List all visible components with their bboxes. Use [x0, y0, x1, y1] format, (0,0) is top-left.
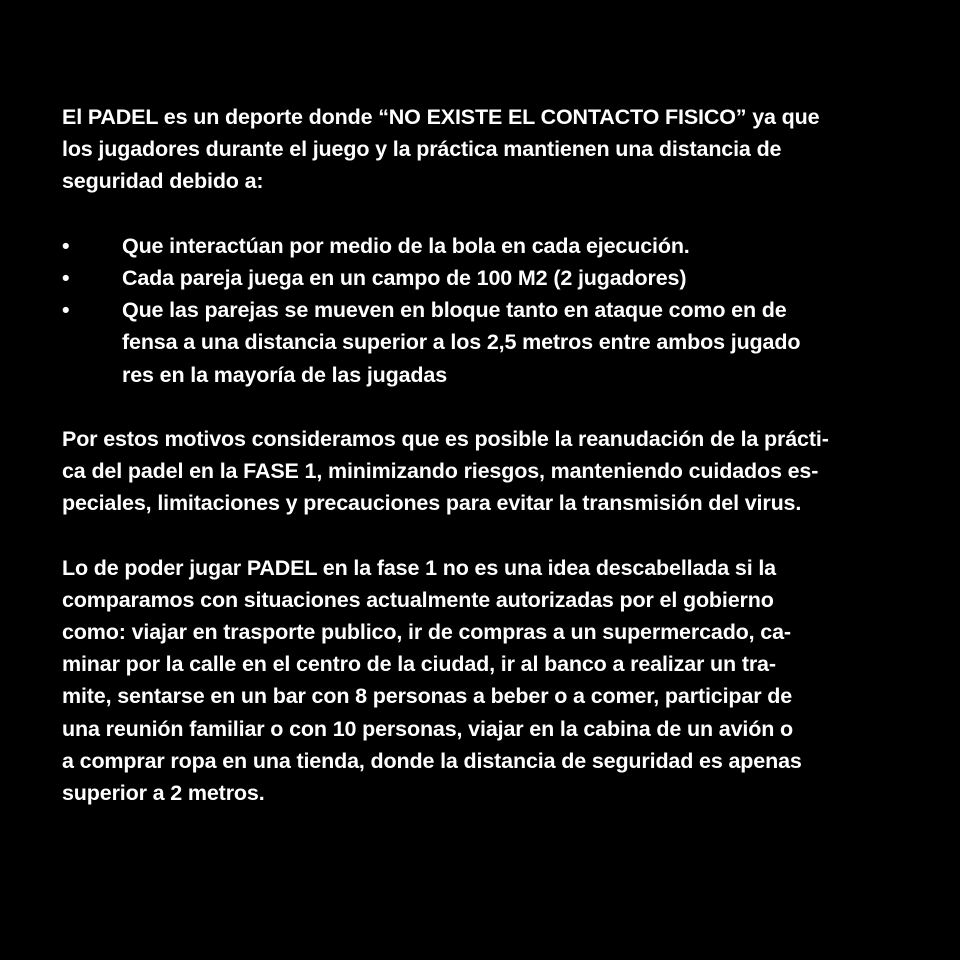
document-text — [62, 101, 882, 809]
comparison-paragraph — [62, 552, 882, 810]
comparison-line-1: Lo de poder jugar PADEL en la fase 1 no es una idea descabellada si la — [62, 555, 776, 580]
comparison-line-6: una reunión familiar o con 10 personas, viajar en la cabina de un avión o — [62, 716, 794, 741]
bullet-dot-icon: • — [62, 233, 70, 258]
reasons-paragraph — [62, 423, 882, 520]
bullet-item-3-text-line-3: res en la mayoría de las jugadas — [122, 362, 448, 387]
bullet-item-3-text-line-1: Que las parejas se mueven en bloque tanto en ataque como en de — [122, 298, 787, 323]
bullet-dot-icon: • — [62, 298, 70, 323]
comparison-line-5: mite, sentarse en un bar con 8 personas a beber o a comer, participar de — [62, 684, 793, 709]
intro-line-1: El PADEL es un deporte donde “NO EXISTE EL CONTACTO FISICO” ya que — [62, 105, 820, 129]
reasons-line-2: ca del padel en la FASE 1, minimizando riesgos, manteniendo cuidados es- — [62, 459, 819, 484]
paragraph-gap — [62, 519, 882, 551]
bullet-item-2 — [62, 262, 882, 294]
bullet-item-3-first-line — [62, 294, 882, 326]
bullet-item-2-text: Cada pareja juega en un campo de 100 M2 (2 jugadores) — [122, 265, 687, 290]
bullet-item-3 — [62, 294, 882, 391]
reasons-line-1: Por estos motivos consideramos que es posible la reanudación de la prácti- — [62, 426, 829, 451]
bullet-item-1-text: Que interactúan por medio de la bola en cada ejecución. — [122, 233, 690, 258]
bullet-dot-icon: • — [62, 265, 70, 290]
paragraph-gap — [62, 198, 882, 230]
bullet-list — [62, 230, 882, 391]
comparison-line-4: minar por la calle en el centro de la ciudad, ir al banco a realizar un tra- — [62, 652, 776, 677]
reasons-line-3: peciales, limitaciones y precauciones para evitar la transmisión del virus. — [62, 491, 802, 516]
comparison-line-2: comparamos con situaciones actualmente autorizadas por el gobierno — [62, 587, 774, 612]
comparison-line-8: superior a 2 metros. — [62, 780, 265, 805]
intro-line-3: seguridad debido a: — [62, 169, 264, 194]
comparison-line-3: como: viajar en trasporte publico, ir de compras a un supermercado, ca- — [62, 620, 791, 644]
paragraph-gap — [62, 391, 882, 423]
bullet-item-1 — [62, 230, 882, 262]
intro-line-2: los jugadores durante el juego y la práctica mantienen una distancia de — [62, 137, 782, 162]
intro-paragraph — [62, 101, 882, 198]
comparison-line-7: a comprar ropa en una tienda, donde la distancia de seguridad es apenas — [62, 748, 802, 773]
bullet-item-3-text-line-2: fensa a una distancia superior a los 2,5 metros entre ambos jugado — [122, 330, 801, 355]
